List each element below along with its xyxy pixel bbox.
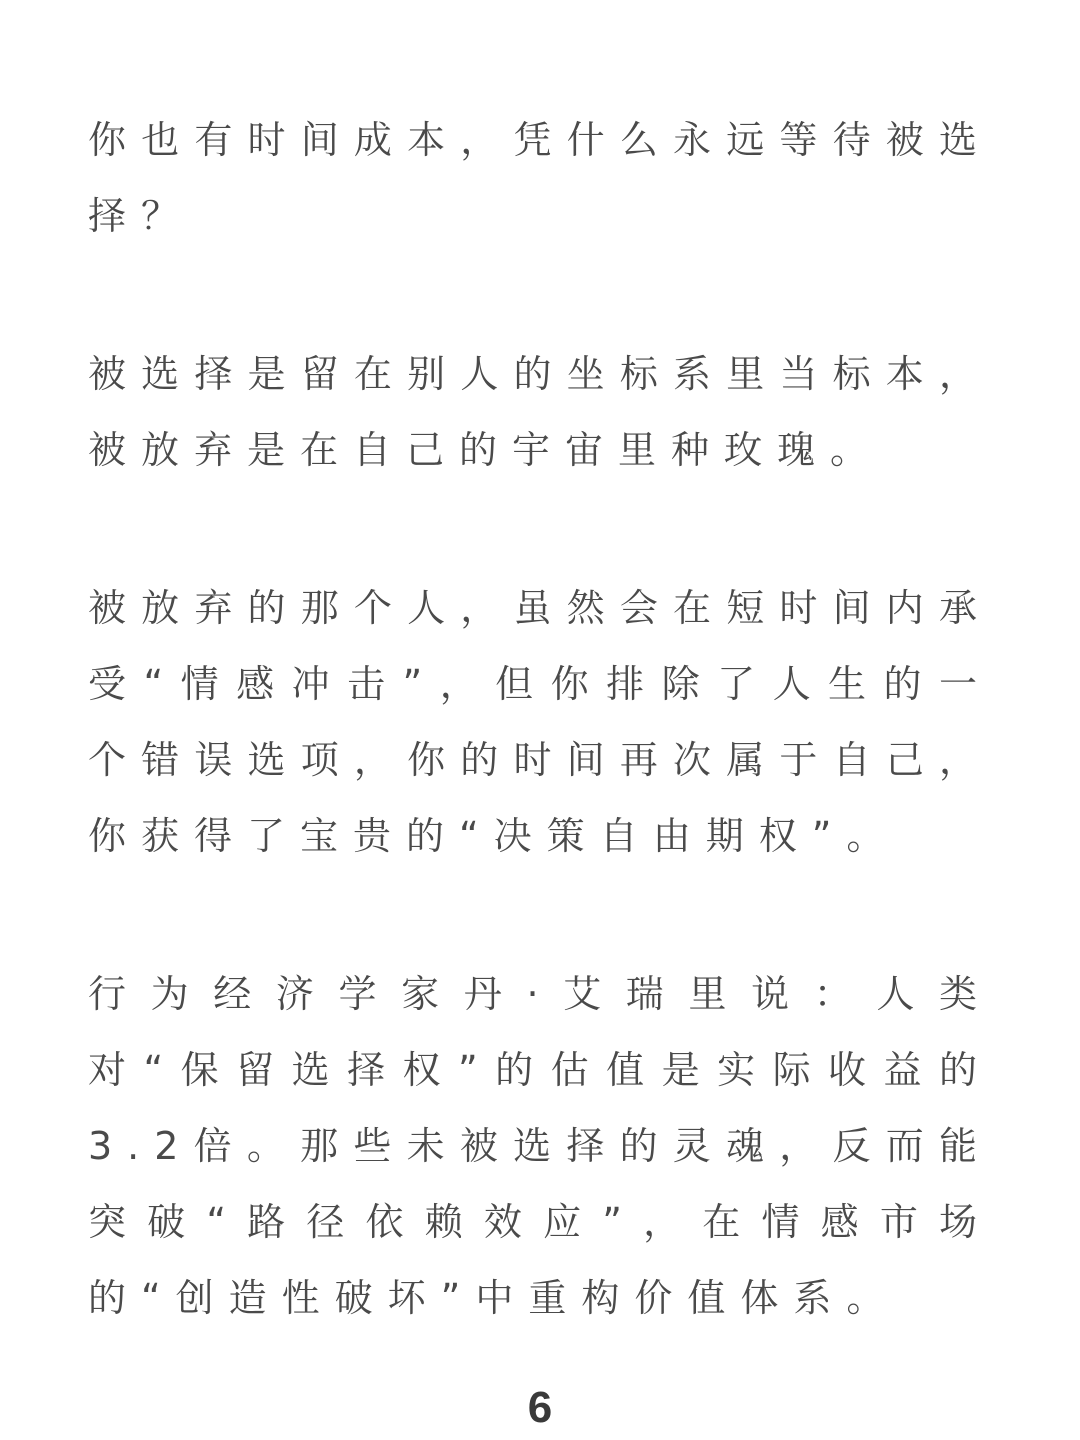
paragraph-2: 被选择是留在别人的坐标系里当标本，被放弃是在自己的宇宙里种玫瑰。: [88, 352, 992, 472]
paragraph-1: 你也有时间成本，凭什么永远等待被选择？: [88, 118, 992, 238]
paragraph-3: 被放弃的那个人，虽然会在短时间内承受“情感冲击”，但你排除了人生的一个错误选项，你的时间再次属于自己，你获得了宝贵的“决策自由期权”。: [88, 586, 992, 858]
body-text: [88, 102, 992, 1336]
paragraph-4: 行为经济学家丹·艾瑞里说：人类对“保留选择权”的估值是实际收益的3.2倍。那些未被选择的灵魂，反而能突破“路径依赖效应”，在情感市场的“创造性破坏”中重构价值体系。: [88, 972, 992, 1320]
page-number: 6: [527, 1383, 553, 1432]
